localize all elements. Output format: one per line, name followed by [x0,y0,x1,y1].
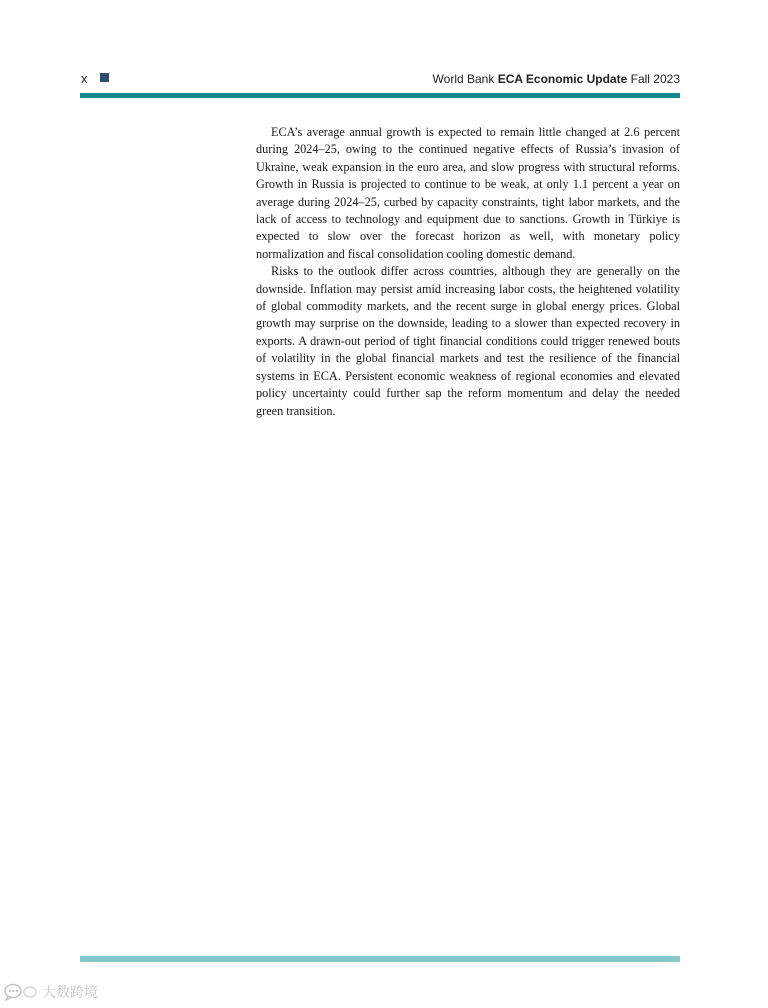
page-header [81,70,680,88]
running-head-title: ECA Economic Update [497,72,628,86]
running-head-edition: Fall 2023 [630,72,680,86]
footer-rule [80,956,680,962]
running-head-publisher: World Bank [432,72,495,86]
page-number: x [81,71,88,86]
chat-bubble-logo-icon [4,983,38,1001]
body-text [256,124,680,420]
running-head [433,70,680,88]
header-rule [80,93,680,98]
watermark [4,981,98,1003]
paragraph-risks: Risks to the outlook differ across countries, although they are generally on the downside. Inflation may persist amid increasing labor costs, the heightened volatility of global commodity markets, and the recent surge in global energy prices. Global growth may surprise on the downside, leading to a slower than expected recovery in exports. A drawn-out period of tight financial conditions could trigger renewed bouts of volatility in the global financial markets and test the resilience of the financial systems in ECA. Persistent economic weakness of regional economies and elevated policy uncertainty could further sap the reform momentum and delay the needed green transition. [256,264,680,418]
paragraph-growth-outlook: ECA’s average annual growth is expected to remain little changed at 2.6 percent during 2024–25, owing to the continued negative effects of Russia’s invasion of Ukraine, weak expansion in the euro area, and slow progress with structural reforms. Growth in Russia is projected to continue to be weak, at only 1.1 percent a year on average during 2024–25, curbed by capacity constraints, tight labor markets, and the lack of access to technology and equipment due to sanctions. Growth in Türkiye is expected to slow over the forecast horizon as well, with monetary policy normalization and fiscal consolidation cooling domestic demand. [256,125,680,261]
page-marker-square-icon [100,73,109,82]
watermark-text: 大数跨境 [42,985,98,1001]
